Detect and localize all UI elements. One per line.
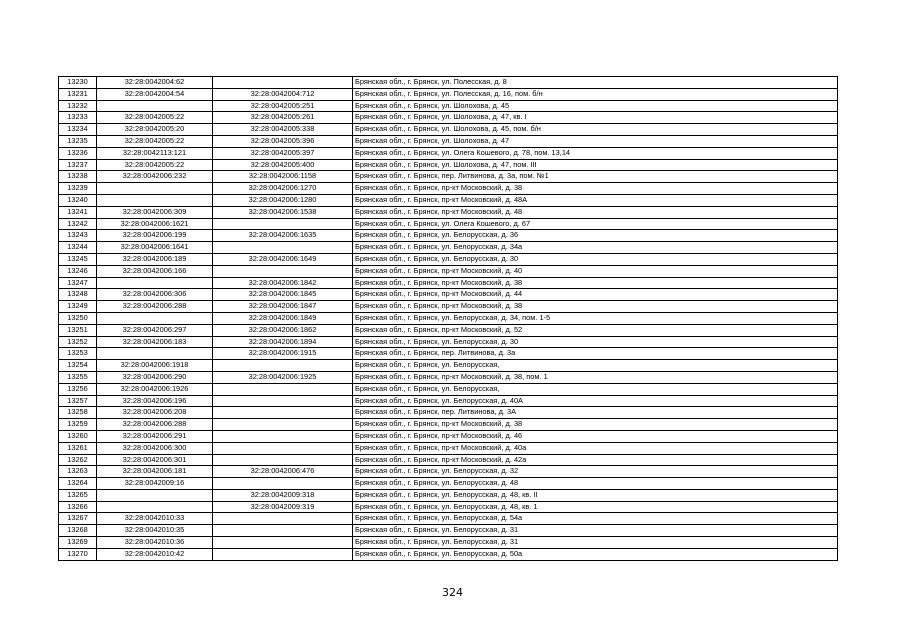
address-cell: Брянская обл., г. Брянск, ул. Белорусская, д. 48, кв. II bbox=[353, 489, 838, 501]
object-cadastral-number-cell bbox=[213, 383, 353, 395]
object-cadastral-number-cell: 32:28:0042006:1158 bbox=[213, 171, 353, 183]
address-cell: Брянская обл., г. Брянск, ул. Белорусская, д. 50а bbox=[353, 548, 838, 560]
address-cell: Брянская обл., г. Брянск, ул. Олега Кошевого, д. 78, пом. 13,14 bbox=[353, 147, 838, 159]
cadastral-number-cell: 32:28:0042006:181 bbox=[97, 466, 213, 478]
table-row bbox=[59, 324, 838, 336]
cadastral-number-cell: 32:28:0042006:196 bbox=[97, 395, 213, 407]
object-cadastral-number-cell: 32:28:0042006:1270 bbox=[213, 183, 353, 195]
table-row bbox=[59, 395, 838, 407]
object-cadastral-number-cell: 32:28:0042009:319 bbox=[213, 501, 353, 513]
object-cadastral-number-cell bbox=[213, 218, 353, 230]
row-number-cell: 13233 bbox=[59, 112, 97, 124]
table-row bbox=[59, 501, 838, 513]
table-row bbox=[59, 230, 838, 242]
cadastral-number-cell: 32:28:0042006:1918 bbox=[97, 360, 213, 372]
table-row bbox=[59, 301, 838, 313]
address-cell: Брянская обл., г. Брянск, пр-кт Московский, д. 40 bbox=[353, 265, 838, 277]
object-cadastral-number-cell bbox=[213, 77, 353, 89]
address-cell: Брянская обл., г. Брянск, пр-кт Московский, д. 38 bbox=[353, 277, 838, 289]
row-number-cell: 13251 bbox=[59, 324, 97, 336]
row-number-cell: 13262 bbox=[59, 454, 97, 466]
address-cell: Брянская обл., г. Брянск, пр-кт Московский, д. 40а bbox=[353, 442, 838, 454]
object-cadastral-number-cell bbox=[213, 360, 353, 372]
cadastral-number-cell bbox=[97, 489, 213, 501]
row-number-cell: 13236 bbox=[59, 147, 97, 159]
object-cadastral-number-cell bbox=[213, 454, 353, 466]
cadastral-number-cell bbox=[97, 194, 213, 206]
object-cadastral-number-cell: 32:28:0042005:251 bbox=[213, 100, 353, 112]
row-number-cell: 13242 bbox=[59, 218, 97, 230]
table-row bbox=[59, 183, 838, 195]
address-cell: Брянская обл., г. Брянск, ул. Белорусская, д. 30 bbox=[353, 336, 838, 348]
object-cadastral-number-cell: 32:28:0042006:1894 bbox=[213, 336, 353, 348]
cadastral-number-cell: 32:28:0042006:199 bbox=[97, 230, 213, 242]
table-row bbox=[59, 206, 838, 218]
row-number-cell: 13267 bbox=[59, 513, 97, 525]
row-number-cell: 13258 bbox=[59, 407, 97, 419]
table-row bbox=[59, 171, 838, 183]
cadastral-number-cell: 32:28:0042006:1641 bbox=[97, 242, 213, 254]
address-cell: Брянская обл., г. Брянск, ул. Шолохова, д. 47 bbox=[353, 135, 838, 147]
cadastral-number-cell bbox=[97, 348, 213, 360]
object-cadastral-number-cell bbox=[213, 395, 353, 407]
object-cadastral-number-cell: 32:28:0042006:1847 bbox=[213, 301, 353, 313]
object-cadastral-number-cell: 32:28:0042005:338 bbox=[213, 124, 353, 136]
cadastral-number-cell: 32:28:0042006:301 bbox=[97, 454, 213, 466]
table-row bbox=[59, 312, 838, 324]
table-row bbox=[59, 253, 838, 265]
table-row bbox=[59, 466, 838, 478]
registry-table-body bbox=[59, 77, 838, 561]
cadastral-number-cell bbox=[97, 100, 213, 112]
row-number-cell: 13231 bbox=[59, 88, 97, 100]
object-cadastral-number-cell: 32:28:0042006:1635 bbox=[213, 230, 353, 242]
address-cell: Брянская обл., г. Брянск, ул. Белорусская, д. 54а bbox=[353, 513, 838, 525]
address-cell: Брянская обл., г. Брянск, ул. Полесская, д. 16, пом. б/н bbox=[353, 88, 838, 100]
row-number-cell: 13244 bbox=[59, 242, 97, 254]
cadastral-number-cell: 32:28:0042006:166 bbox=[97, 265, 213, 277]
address-cell: Брянская обл., г. Брянск, ул. Белорусская, д. 36 bbox=[353, 230, 838, 242]
table-row bbox=[59, 419, 838, 431]
cadastral-number-cell: 32:28:0042006:291 bbox=[97, 430, 213, 442]
address-cell: Брянская обл., г. Брянск, ул. Белорусская, д. 30 bbox=[353, 253, 838, 265]
object-cadastral-number-cell bbox=[213, 242, 353, 254]
object-cadastral-number-cell: 32:28:0042006:1538 bbox=[213, 206, 353, 218]
table-row bbox=[59, 478, 838, 490]
table-row bbox=[59, 360, 838, 372]
address-cell: Брянская обл., г. Брянск, ул. Белорусская, д. 34а bbox=[353, 242, 838, 254]
cadastral-number-cell: 32:28:0042006:297 bbox=[97, 324, 213, 336]
row-number-cell: 13268 bbox=[59, 525, 97, 537]
table-row bbox=[59, 489, 838, 501]
object-cadastral-number-cell: 32:28:0042005:400 bbox=[213, 159, 353, 171]
cadastral-number-cell: 32:28:0042006:288 bbox=[97, 301, 213, 313]
registry-table bbox=[58, 76, 838, 561]
table-row bbox=[59, 88, 838, 100]
cadastral-number-cell: 32:28:0042006:288 bbox=[97, 419, 213, 431]
row-number-cell: 13259 bbox=[59, 419, 97, 431]
object-cadastral-number-cell: 32:28:0042005:397 bbox=[213, 147, 353, 159]
table-row bbox=[59, 442, 838, 454]
cadastral-number-cell bbox=[97, 312, 213, 324]
row-number-cell: 13270 bbox=[59, 548, 97, 560]
row-number-cell: 13255 bbox=[59, 371, 97, 383]
cadastral-number-cell: 32:28:0042005:20 bbox=[97, 124, 213, 136]
row-number-cell: 13235 bbox=[59, 135, 97, 147]
object-cadastral-number-cell bbox=[213, 525, 353, 537]
address-cell: Брянская обл., г. Брянск, ул. Белорусская, bbox=[353, 360, 838, 372]
table-row bbox=[59, 348, 838, 360]
object-cadastral-number-cell: 32:28:0042006:1849 bbox=[213, 312, 353, 324]
table-row bbox=[59, 159, 838, 171]
row-number-cell: 13252 bbox=[59, 336, 97, 348]
row-number-cell: 13253 bbox=[59, 348, 97, 360]
object-cadastral-number-cell: 32:28:0042006:476 bbox=[213, 466, 353, 478]
address-cell: Брянская обл., г. Брянск, пр-кт Московский, д. 46 bbox=[353, 430, 838, 442]
cadastral-number-cell bbox=[97, 183, 213, 195]
object-cadastral-number-cell: 32:28:0042005:396 bbox=[213, 135, 353, 147]
object-cadastral-number-cell bbox=[213, 419, 353, 431]
row-number-cell: 13250 bbox=[59, 312, 97, 324]
table-row bbox=[59, 242, 838, 254]
object-cadastral-number-cell bbox=[213, 265, 353, 277]
cadastral-number-cell: 32:28:0042004:54 bbox=[97, 88, 213, 100]
cadastral-number-cell: 32:28:0042005:22 bbox=[97, 159, 213, 171]
address-cell: Брянская обл., г. Брянск, пр-кт Московский, д. 44 bbox=[353, 289, 838, 301]
row-number-cell: 13254 bbox=[59, 360, 97, 372]
table-row bbox=[59, 77, 838, 89]
cadastral-number-cell: 32:28:0042006:1621 bbox=[97, 218, 213, 230]
row-number-cell: 13269 bbox=[59, 537, 97, 549]
table-row bbox=[59, 513, 838, 525]
table-row bbox=[59, 277, 838, 289]
address-cell: Брянская обл., г. Брянск, пр-кт Московский, д. 52 bbox=[353, 324, 838, 336]
table-row bbox=[59, 454, 838, 466]
address-cell: Брянская обл., г. Брянск, ул. Шолохова, д. 47, кв. I bbox=[353, 112, 838, 124]
object-cadastral-number-cell: 32:28:0042006:1862 bbox=[213, 324, 353, 336]
cadastral-number-cell: 32:28:0042010:42 bbox=[97, 548, 213, 560]
object-cadastral-number-cell: 32:28:0042006:1280 bbox=[213, 194, 353, 206]
object-cadastral-number-cell: 32:28:0042006:1915 bbox=[213, 348, 353, 360]
address-cell: Брянская обл., г. Брянск, ул. Белорусская, д. 48, кв. 1 bbox=[353, 501, 838, 513]
cadastral-number-cell: 32:28:0042113:121 bbox=[97, 147, 213, 159]
row-number-cell: 13237 bbox=[59, 159, 97, 171]
address-cell: Брянская обл., г. Брянск, пр-кт Московский, д. 48А bbox=[353, 194, 838, 206]
table-row bbox=[59, 194, 838, 206]
row-number-cell: 13245 bbox=[59, 253, 97, 265]
row-number-cell: 13263 bbox=[59, 466, 97, 478]
cadastral-number-cell: 32:28:0042010:35 bbox=[97, 525, 213, 537]
address-cell: Брянская обл., г. Брянск, ул. Белорусская, д. 48 bbox=[353, 478, 838, 490]
table-row bbox=[59, 371, 838, 383]
table-row bbox=[59, 265, 838, 277]
address-cell: Брянская обл., г. Брянск, пр-кт Московский, д. 38 bbox=[353, 183, 838, 195]
row-number-cell: 13256 bbox=[59, 383, 97, 395]
row-number-cell: 13265 bbox=[59, 489, 97, 501]
table-row bbox=[59, 100, 838, 112]
object-cadastral-number-cell bbox=[213, 537, 353, 549]
address-cell: Брянская обл., г. Брянск, пр-кт Московский, д. 38 bbox=[353, 301, 838, 313]
address-cell: Брянская обл., г. Брянск, ул. Шолохова, д. 45 bbox=[353, 100, 838, 112]
address-cell: Брянская обл., г. Брянск, пр-кт Московский, д. 38, пом. 1 bbox=[353, 371, 838, 383]
row-number-cell: 13243 bbox=[59, 230, 97, 242]
table-row bbox=[59, 218, 838, 230]
table-row bbox=[59, 124, 838, 136]
cadastral-number-cell: 32:28:0042006:290 bbox=[97, 371, 213, 383]
cadastral-number-cell: 32:28:0042006:232 bbox=[97, 171, 213, 183]
row-number-cell: 13261 bbox=[59, 442, 97, 454]
row-number-cell: 13240 bbox=[59, 194, 97, 206]
row-number-cell: 13232 bbox=[59, 100, 97, 112]
table-row bbox=[59, 383, 838, 395]
table-row bbox=[59, 525, 838, 537]
table-row bbox=[59, 548, 838, 560]
row-number-cell: 13246 bbox=[59, 265, 97, 277]
address-cell: Брянская обл., г. Брянск, ул. Шолохова, д. 45, пом. б/н bbox=[353, 124, 838, 136]
cadastral-number-cell: 32:28:0042009:16 bbox=[97, 478, 213, 490]
row-number-cell: 13257 bbox=[59, 395, 97, 407]
table-row bbox=[59, 135, 838, 147]
row-number-cell: 13266 bbox=[59, 501, 97, 513]
object-cadastral-number-cell: 32:28:0042004:712 bbox=[213, 88, 353, 100]
table-row bbox=[59, 289, 838, 301]
table-row bbox=[59, 407, 838, 419]
address-cell: Брянская обл., г. Брянск, ул. Белорусская, д. 40А bbox=[353, 395, 838, 407]
object-cadastral-number-cell: 32:28:0042006:1649 bbox=[213, 253, 353, 265]
object-cadastral-number-cell bbox=[213, 513, 353, 525]
address-cell: Брянская обл., г. Брянск, пр-кт Московский, д. 38 bbox=[353, 419, 838, 431]
address-cell: Брянская обл., г. Брянск, ул. Белорусская, д. 31 bbox=[353, 525, 838, 537]
cadastral-number-cell: 32:28:0042006:306 bbox=[97, 289, 213, 301]
object-cadastral-number-cell bbox=[213, 548, 353, 560]
table-row bbox=[59, 430, 838, 442]
table-row bbox=[59, 537, 838, 549]
address-cell: Брянская обл., г. Брянск, ул. Полесская, д. 8 bbox=[353, 77, 838, 89]
row-number-cell: 13241 bbox=[59, 206, 97, 218]
address-cell: Брянская обл., г. Брянск, ул. Белорусская, bbox=[353, 383, 838, 395]
address-cell: Брянская обл., г. Брянск, ул. Белорусская, д. 32 bbox=[353, 466, 838, 478]
row-number-cell: 13230 bbox=[59, 77, 97, 89]
table-row bbox=[59, 336, 838, 348]
row-number-cell: 13234 bbox=[59, 124, 97, 136]
address-cell: Брянская обл., г. Брянск, пер. Литвинова, д. 3А bbox=[353, 407, 838, 419]
cadastral-number-cell: 32:28:0042010:33 bbox=[97, 513, 213, 525]
object-cadastral-number-cell bbox=[213, 478, 353, 490]
object-cadastral-number-cell bbox=[213, 442, 353, 454]
address-cell: Брянская обл., г. Брянск, пр-кт Московский, д. 48 bbox=[353, 206, 838, 218]
address-cell: Брянская обл., г. Брянск, пер. Литвинова, д. 3а, пом. №1 bbox=[353, 171, 838, 183]
cadastral-number-cell: 32:28:0042010:36 bbox=[97, 537, 213, 549]
cadastral-number-cell: 32:28:0042006:300 bbox=[97, 442, 213, 454]
table-row bbox=[59, 112, 838, 124]
cadastral-number-cell: 32:28:0042004:62 bbox=[97, 77, 213, 89]
address-cell: Брянская обл., г. Брянск, пер. Литвинова, д. 3а bbox=[353, 348, 838, 360]
cadastral-number-cell: 32:28:0042006:189 bbox=[97, 253, 213, 265]
cadastral-number-cell: 32:28:0042005:22 bbox=[97, 135, 213, 147]
address-cell: Брянская обл., г. Брянск, ул. Белорусская, д. 31 bbox=[353, 537, 838, 549]
row-number-cell: 13239 bbox=[59, 183, 97, 195]
address-cell: Брянская обл., г. Брянск, ул. Олега Кошевого, д. 67 bbox=[353, 218, 838, 230]
row-number-cell: 13248 bbox=[59, 289, 97, 301]
row-number-cell: 13238 bbox=[59, 171, 97, 183]
address-cell: Брянская обл., г. Брянск, пр-кт Московский, д. 42а bbox=[353, 454, 838, 466]
cadastral-number-cell: 32:28:0042006:1926 bbox=[97, 383, 213, 395]
object-cadastral-number-cell bbox=[213, 430, 353, 442]
object-cadastral-number-cell bbox=[213, 407, 353, 419]
page-number: 324 bbox=[442, 586, 463, 599]
row-number-cell: 13264 bbox=[59, 478, 97, 490]
cadastral-number-cell: 32:28:0042006:183 bbox=[97, 336, 213, 348]
address-cell: Брянская обл., г. Брянск, ул. Белорусская, д. 34, пом. 1-5 bbox=[353, 312, 838, 324]
cadastral-number-cell: 32:28:0042006:208 bbox=[97, 407, 213, 419]
row-number-cell: 13260 bbox=[59, 430, 97, 442]
cadastral-number-cell: 32:28:0042005:22 bbox=[97, 112, 213, 124]
row-number-cell: 13249 bbox=[59, 301, 97, 313]
object-cadastral-number-cell: 32:28:0042006:1842 bbox=[213, 277, 353, 289]
address-cell: Брянская обл., г. Брянск, ул. Шолохова, д. 47, пом. III bbox=[353, 159, 838, 171]
cadastral-number-cell bbox=[97, 277, 213, 289]
cadastral-number-cell: 32:28:0042006:309 bbox=[97, 206, 213, 218]
object-cadastral-number-cell: 32:28:0042009:318 bbox=[213, 489, 353, 501]
object-cadastral-number-cell: 32:28:0042005:261 bbox=[213, 112, 353, 124]
table-row bbox=[59, 147, 838, 159]
cadastral-number-cell bbox=[97, 501, 213, 513]
object-cadastral-number-cell: 32:28:0042006:1845 bbox=[213, 289, 353, 301]
row-number-cell: 13247 bbox=[59, 277, 97, 289]
object-cadastral-number-cell: 32:28:0042006:1925 bbox=[213, 371, 353, 383]
